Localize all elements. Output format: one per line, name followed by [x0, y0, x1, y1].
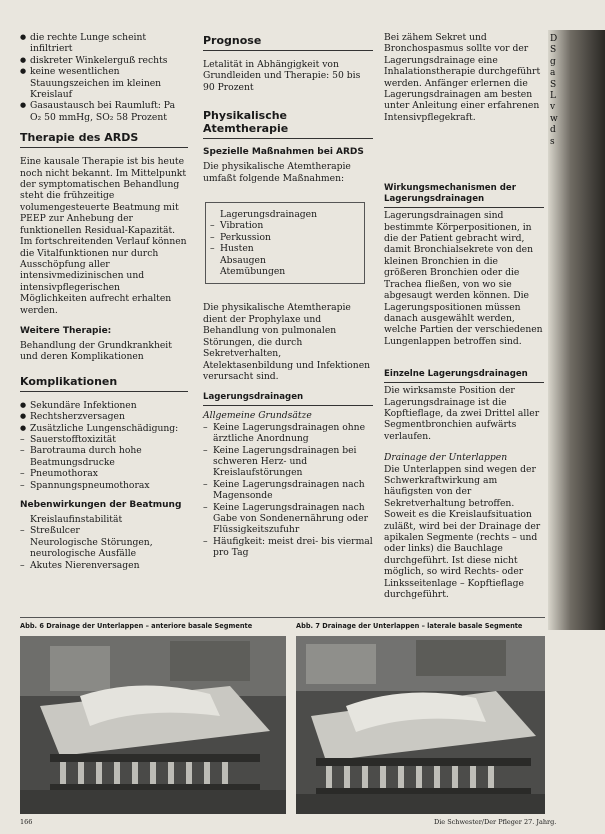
list-item: – Keine Lagerungsdrainagen bei schweren Herz- und Kreislaufstörungen [203, 445, 373, 479]
list-item: – Keine Lagerungsdrainagen nach Gabe von Sondenernährung oder Flüssigkeitszufuhr [203, 502, 373, 536]
column-left [20, 32, 188, 571]
paragraph-prognose: Letalität in Abhängigkeit von Grundleiden und Therapie: 50 bis 90 Prozent [203, 59, 361, 93]
page-number: 166 [20, 818, 33, 826]
paragraph-therapie: Eine kausale Therapie ist bis heute noch nicht bekannt. Im Mittelpunkt der symptomatischen Behandlung steht die frühzeitige volumengesteuerte Beatmung mit PEEP zur Anhebung der funktionellen Residual-Kapazität. Im fortschreitenden Verlauf können die Vitalfunktionen nur durch Ausschöpfung aller intensivmedizinischen und intensivpflegerischen Möglichkeiten aufrecht erhalten werden. [20, 156, 187, 316]
paragraph-atemtherapie-dient: Die physikalische Atemtherapie dient der Prophylaxe und Behandlung von pulmonalen Störungen, die durch Sekretverhalten, Atelektasenbildung und Infektionen verursacht sind. [203, 302, 371, 382]
subheading-spezielle-massnahmen: Spezielle Maßnahmen bei ARDS [203, 147, 364, 158]
paragraph-wirkungsmechanismen: Lagerungsdrainagen sind bestimmte Körperpositionen, in die der Patient gebracht wird, damit Bronchialsekrete von den kleinen Bronchien in die größeren Bronchien oder die Trachea fließen, von wo sie abgesaugt werden können. Die Lagerungspositionen müssen danach ausgewählt werden, welche Partien der verschiedenen Lungenlappen betroffen sind. [384, 210, 543, 347]
section-heading-prognose: Prognose [203, 34, 373, 51]
komplikationen-list [20, 400, 188, 491]
list-item: – Perkussion [210, 232, 360, 243]
subheading-lagerungsdrainagen: Lagerungsdrainagen [203, 392, 373, 406]
list-item: ● Sekundäre Infektionen [20, 400, 188, 411]
section-heading-physikalische-atemtherapie: Physikalische Atemtherapie [203, 109, 373, 139]
list-item: Absaugen [220, 254, 266, 266]
list-item: ● Gasaustausch bei Raumluft: Pa O₂ 50 mmHg, SO₂ 58 Prozent [20, 100, 188, 123]
list-item: ● keine wesentlichen Stauungszeichen im kleinen Kreislauf [20, 66, 188, 100]
list-item: Lagerungsdrainagen [220, 209, 318, 221]
figure-caption-7: Abb. 7 Drainage der Unterlappen – laterale basale Segmente [296, 622, 523, 630]
list-item: Atemübungen [220, 266, 286, 278]
list-item: – Vibration [210, 220, 360, 231]
list-item: ● Zusätzliche Lungenschädigung: [20, 423, 188, 434]
section-heading-therapie: Therapie des ARDS [20, 131, 188, 148]
list-item: – Häufigkeit: meist drei- bis viermal pro Tag [203, 536, 373, 559]
list-item: Neurologische Störungen, neurologische Ausfälle [30, 536, 153, 560]
subheading-nebenwirkungen: Nebenwirkungen der Beatmung [20, 500, 182, 510]
list-item: ● die rechte Lunge scheint infiltriert [20, 32, 188, 55]
list-item: – Keine Lagerungsdrainagen ohne ärztliche Anordnung [203, 422, 373, 445]
findings-list [20, 32, 188, 123]
figure-photo-6 [20, 636, 286, 814]
paragraph-einzelne-lagerungsdrainagen: Die wirksamste Position der Lagerungsdrainage ist die Kopftieflage, da zwei Drittel aller Segmentbronchien aufwärts verlaufen. [384, 385, 540, 442]
subheading-drainage-unterlappen: Drainage der Unterlappen [384, 452, 508, 464]
subheading-weitere-therapie: Weitere Therapie: [20, 325, 112, 336]
divider [20, 617, 545, 618]
nebenwirkungen-list [20, 514, 188, 571]
paragraph-massnahmen: Die physikalische Atemtherapie umfaßt folgende Maßnahmen: [203, 161, 351, 184]
list-item: – Spannungspneumothorax [20, 480, 188, 491]
grundsaetze-list [203, 422, 373, 559]
figure-caption-6: Abb. 6 Drainage der Unterlappen – anteriore basale Segmente [20, 622, 253, 630]
list-item: – Husten [210, 243, 360, 254]
journal-footer: Die Schwester/Der Pfleger 27. Jahrg. [434, 818, 557, 826]
paragraph-drainage-unterlappen: Die Unterlappen sind wegen der Schwerkraftwirkung am häufigsten von der Sekretverhaltung betroffen. Soweit es die Kreislaufsituation zuläßt, wird bei der Drainage der apikalen Segmente (rechts – und oder links) die Bauchlage durchgeführt. Ist diese nicht möglich, so wird Rechts- oder Linksseitenlage – Kopftieflage durchgeführt. [384, 463, 541, 601]
list-item: – Barotrauma durch hohe Beatmungsdrucke [20, 445, 188, 468]
list-item: – Akutes Nierenversagen [20, 560, 188, 571]
column-right [384, 32, 544, 603]
paragraph-weitere-therapie: Behandlung der Grundkrankheit und deren Komplikationen [20, 339, 172, 363]
list-item: ● diskreter Winkelerguß rechts [20, 55, 188, 66]
subheading-wirkungsmechanismen: Wirkungsmechanismen der Lagerungsdrainagen [384, 183, 544, 208]
list-item: – Keine Lagerungsdrainagen nach Magensonde [203, 479, 373, 502]
column-middle [203, 32, 373, 559]
list-item: – Sauerstofftoxizität [20, 434, 188, 445]
subheading-allgemeine-grundsaetze: Allgemeine Grundsätze [203, 410, 312, 422]
list-item: ● Rechtsherzversagen [20, 411, 188, 422]
section-heading-komplikationen: Komplikationen [20, 375, 188, 392]
paragraph-inhalation: Bei zähem Sekret und Bronchospasmus sollte vor der Lagerungsdrainage eine Inhalationstherapie durchgeführt werden. Anfänger erlernen die Lagerungsdrainagen am besten unter Anleitung einer erfahrenen Intensivpflegekraft. [384, 32, 541, 123]
edge-text-fragments: D S g a S L v w d s [550, 34, 558, 147]
measures-box [205, 202, 365, 284]
list-item: – Pneumothorax [20, 468, 188, 479]
figure-photo-7 [296, 636, 545, 814]
list-item: – Streßulcer [20, 525, 188, 536]
list-item: Kreislaufinstabilität [30, 514, 123, 525]
subheading-einzelne-lagerungsdrainagen: Einzelne Lagerungsdrainagen [384, 369, 544, 383]
